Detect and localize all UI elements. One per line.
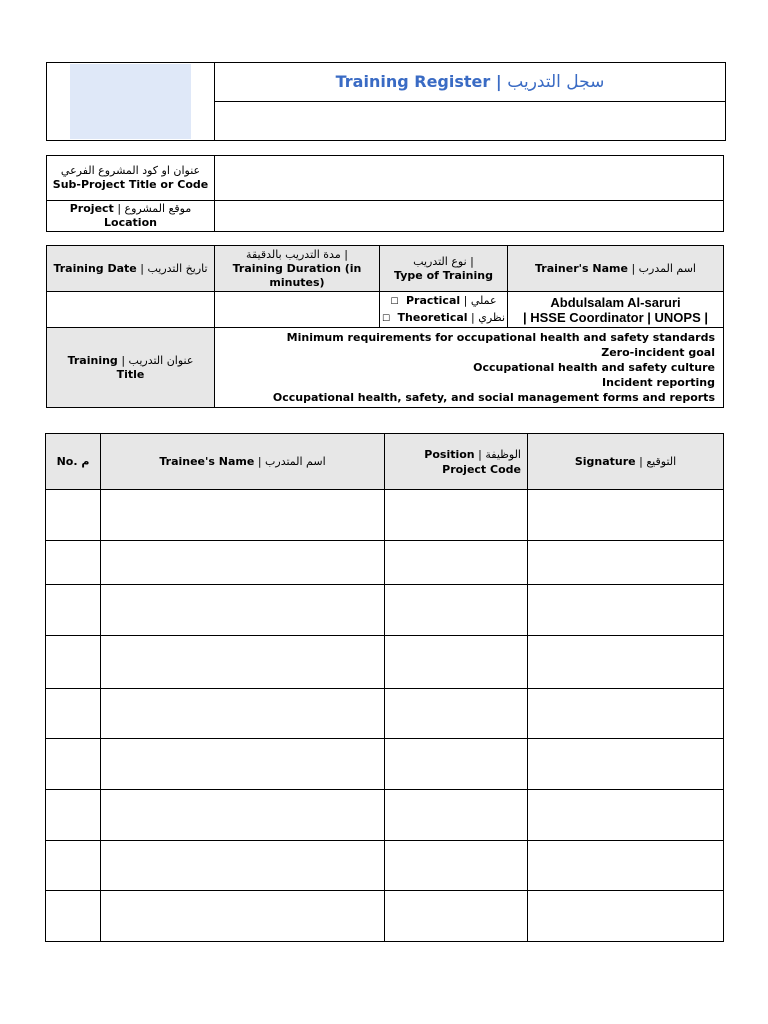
training-type-options — [380, 292, 508, 328]
sub-project-label-ar: عنوان او كود المشروع الفرعي — [60, 164, 201, 177]
sub-project-label — [47, 156, 215, 201]
training-title-label-ar: عنوان التدريب — [128, 353, 194, 367]
table-row — [46, 541, 724, 585]
topic-item: Incident reporting — [602, 376, 715, 389]
table-row — [46, 891, 724, 942]
training-info-table — [46, 245, 724, 408]
topic-item: Minimum requirements for occupational health and safety standards — [286, 331, 715, 344]
row-name-cell[interactable] — [101, 689, 385, 739]
row-signature-cell[interactable] — [528, 790, 724, 841]
logo-placeholder — [70, 64, 191, 139]
row-number-cell[interactable] — [46, 490, 101, 541]
training-type-ar: نوع التدريب | — [413, 254, 474, 268]
location-label-en2: Location — [104, 216, 157, 229]
training-title-label — [47, 328, 215, 408]
row-name-cell[interactable] — [101, 490, 385, 541]
theoretical-label-ar: نظري — [478, 310, 506, 324]
row-position-cell[interactable] — [385, 790, 528, 841]
col-position-en: Position — [424, 447, 475, 461]
col-trainee-name-sep: | — [257, 455, 262, 468]
col-position-header — [385, 434, 528, 490]
location-label-en: Project — [69, 202, 114, 215]
row-number-cell[interactable] — [46, 585, 101, 636]
row-position-cell[interactable] — [385, 841, 528, 891]
trainer-name-en: Trainer's Name — [535, 261, 628, 275]
col-position-sep: | — [478, 447, 482, 461]
row-signature-cell[interactable] — [528, 636, 724, 689]
training-duration-en: Training Duration (in minutes) — [232, 261, 362, 289]
training-topics — [215, 328, 724, 408]
training-date-header — [47, 246, 215, 292]
topic-item: Zero-incident goal — [601, 346, 715, 359]
row-signature-cell[interactable] — [528, 490, 724, 541]
col-trainee-name-header — [101, 434, 385, 490]
logo-cell — [47, 63, 215, 141]
topic-item: Occupational health and safety culture — [473, 361, 715, 374]
location-field[interactable] — [215, 201, 724, 232]
row-number-cell[interactable] — [46, 541, 101, 585]
col-signature-en: Signature — [574, 455, 636, 468]
register-title — [215, 63, 726, 102]
row-position-cell[interactable] — [385, 689, 528, 739]
table-row — [46, 841, 724, 891]
sub-project-field[interactable] — [215, 156, 724, 201]
row-number-cell[interactable] — [46, 841, 101, 891]
trainer-name-value — [508, 292, 724, 328]
title-arabic: سجل التدريب — [507, 72, 605, 92]
trainer-name-line2: | HSSE Coordinator | UNOPS | — [523, 309, 708, 325]
col-signature-sep: | — [639, 455, 643, 468]
training-duration-field[interactable] — [215, 292, 380, 328]
theoretical-label-sep: | — [471, 310, 475, 324]
row-signature-cell[interactable] — [528, 739, 724, 790]
training-title-label-sep: | — [121, 353, 126, 367]
table-row — [46, 490, 724, 541]
location-label-ar: موقع المشروع — [124, 202, 192, 215]
row-signature-cell[interactable] — [528, 689, 724, 739]
col-signature-header — [528, 434, 724, 490]
row-signature-cell[interactable] — [528, 841, 724, 891]
row-name-cell[interactable] — [101, 739, 385, 790]
trainer-name-line1: Abdulsalam Al-saruri — [550, 294, 681, 310]
training-duration-header — [215, 246, 380, 292]
row-position-cell[interactable] — [385, 585, 528, 636]
row-signature-cell[interactable] — [528, 585, 724, 636]
row-name-cell[interactable] — [101, 585, 385, 636]
row-position-cell[interactable] — [385, 739, 528, 790]
training-type-header — [380, 246, 508, 292]
training-date-sep: | — [140, 261, 144, 275]
practical-label-en: Practical — [405, 293, 461, 307]
row-name-cell[interactable] — [101, 541, 385, 585]
training-date-ar: تاريخ التدريب — [147, 261, 208, 275]
row-name-cell[interactable] — [101, 841, 385, 891]
row-name-cell[interactable] — [101, 636, 385, 689]
col-signature-ar: التوقيع — [646, 455, 677, 468]
row-number-cell[interactable] — [46, 790, 101, 841]
theoretical-label-en: Theoretical — [397, 310, 468, 324]
training-title-label-en2: Title — [116, 367, 145, 381]
theoretical-option[interactable] — [380, 310, 507, 327]
row-position-cell[interactable] — [385, 490, 528, 541]
col-trainee-name-en: Trainee's Name — [159, 455, 255, 468]
row-position-cell[interactable] — [385, 891, 528, 942]
register-header-table — [46, 62, 726, 141]
practical-label-sep: | — [463, 293, 468, 307]
title-english: Training Register — [335, 72, 491, 91]
trainer-name-sep: | — [631, 261, 636, 275]
col-position-ar: الوظيفة — [485, 447, 521, 461]
col-number-header — [46, 434, 101, 490]
row-position-cell[interactable] — [385, 636, 528, 689]
row-number-cell[interactable] — [46, 636, 101, 689]
trainer-name-header — [508, 246, 724, 292]
row-position-cell[interactable] — [385, 541, 528, 585]
trainer-name-ar: اسم المدرب — [638, 261, 696, 275]
table-row — [46, 636, 724, 689]
table-row — [46, 790, 724, 841]
location-label-sep: | — [117, 202, 122, 215]
row-name-cell[interactable] — [101, 891, 385, 942]
topic-item: Occupational health, safety, and social management forms and reports — [272, 391, 715, 404]
training-duration-ar: مدة التدريب بالدقيقة | — [246, 247, 348, 261]
training-type-en: Type of Training — [394, 268, 493, 282]
row-signature-cell[interactable] — [528, 891, 724, 942]
table-row — [46, 585, 724, 636]
training-date-field[interactable] — [47, 292, 215, 328]
table-row — [46, 739, 724, 790]
project-table — [46, 155, 724, 232]
row-number-cell[interactable] — [46, 739, 101, 790]
title-separator: | — [495, 72, 502, 91]
training-date-en: Training Date — [53, 261, 137, 275]
training-title-label-en: Training — [67, 353, 118, 367]
col-number-label: No. م — [56, 455, 90, 468]
practical-checkbox-icon[interactable]: ☐ — [390, 296, 399, 307]
header-blank-cell[interactable] — [215, 102, 726, 141]
col-position-en2: Project Code — [442, 462, 521, 476]
row-signature-cell[interactable] — [528, 541, 724, 585]
row-name-cell[interactable] — [101, 790, 385, 841]
theoretical-checkbox-icon[interactable]: ☐ — [381, 313, 391, 324]
trainees-table — [45, 433, 724, 942]
table-row — [46, 689, 724, 739]
sub-project-label-en: Sub-Project Title or Code — [52, 178, 209, 191]
row-number-cell[interactable] — [46, 689, 101, 739]
practical-option[interactable] — [380, 293, 507, 310]
col-trainee-name-ar: اسم المتدرب — [265, 455, 326, 468]
location-label — [47, 201, 215, 232]
row-number-cell[interactable] — [46, 891, 101, 942]
practical-label-ar: عملي — [470, 293, 497, 307]
